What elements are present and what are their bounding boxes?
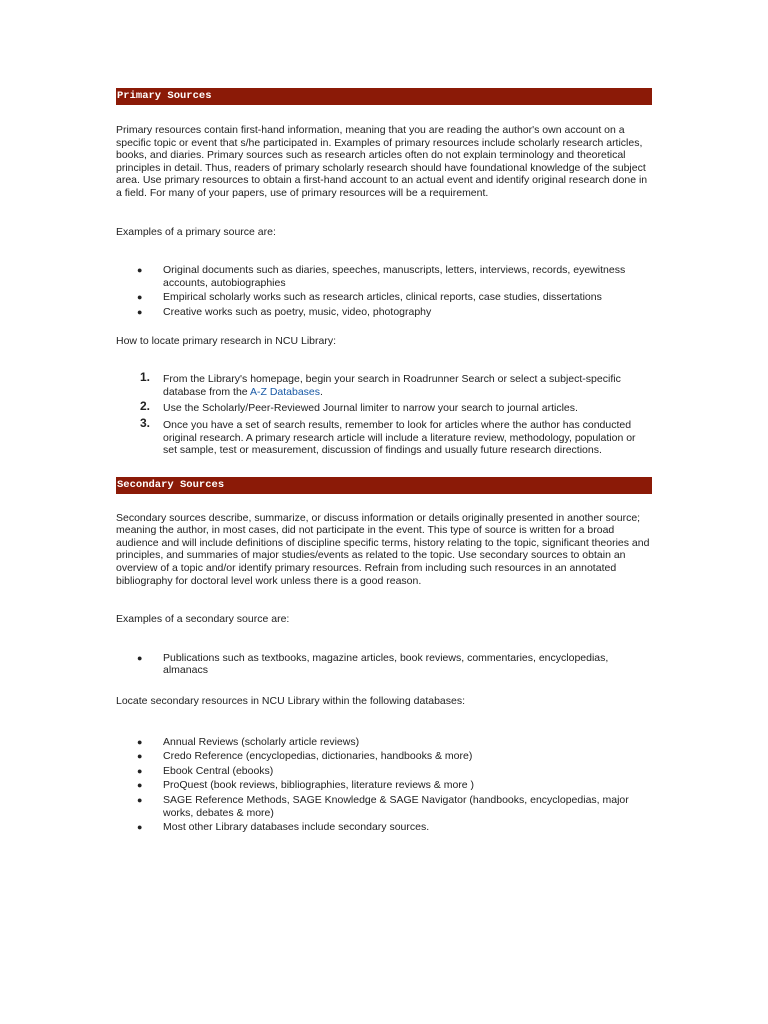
list-item: ● Most other Library databases include secondary sources. — [137, 821, 430, 834]
secondary-sources-heading: Secondary Sources — [116, 477, 652, 494]
bullet-icon: ● — [137, 822, 143, 833]
bullet-icon: ● — [137, 765, 143, 776]
bullet-icon: ● — [137, 306, 143, 317]
list-item: 2. Use the Scholarly/Peer-Reviewed Journal limiter to narrow your search to journal articles. — [140, 399, 578, 415]
primary-examples-intro: Examples of a primary source are: — [116, 225, 276, 238]
list-item: ● Annual Reviews (scholarly article reviews) — [137, 735, 360, 748]
bullet-icon: ● — [137, 265, 143, 276]
secondary-locate-intro: Locate secondary resources in NCU Library within the following databases: — [116, 695, 466, 708]
document-page — [116, 88, 652, 834]
bullet-icon: ● — [137, 652, 143, 663]
list-item: ● Ebook Central (ebooks) — [137, 764, 274, 777]
list-item: 1. From the Library's homepage, begin your search in Roadrunner Search or select a subject-specific database from the A-Z Databases. — [140, 370, 621, 398]
bullet-icon: ● — [137, 736, 143, 747]
secondary-examples-list — [116, 652, 652, 677]
secondary-examples-intro: Examples of a secondary source are: — [116, 613, 290, 626]
primary-sources-paragraph: Primary resources contain first-hand information, meaning that you are reading the author's own account on a specific topic or event that s/he participated in. Examples of primary resources include scholarly research articles, books, and diaries. Primary sources such as research articles often do not explain terminology and theoretical principles in detail. Thus, readers of primary scholarly research should have foundational knowledge of the subject area. Use primary resources to obtain a first-hand account to an actual event and identify original research done in a field. For many of your papers, use of primary resources will be a requirement. — [116, 124, 648, 199]
primary-sources-heading: Primary Sources — [116, 88, 652, 105]
primary-locate-intro: How to locate primary research in NCU Library: — [116, 334, 336, 347]
list-item: ● SAGE Reference Methods, SAGE Knowledge & SAGE Navigator (handbooks, encyclopedias, major works, debates & more) — [137, 794, 629, 819]
list-item: 3. Once you have a set of search results, remember to look for articles where the author has conducted original research. A primary research article will include a literature review, methodology, population or set sample, test or measurement, discussion of findings and usually future research directions. — [140, 415, 636, 457]
list-item: ● ProQuest (book reviews, bibliographies, literature reviews & more ) — [137, 779, 475, 792]
list-item: ● Credo Reference (encyclopedias, dictionaries, handbooks & more) — [137, 750, 473, 763]
secondary-sources-paragraph: Secondary sources describe, summarize, or discuss information or details originally presented in another source; meaning the author, in most cases, did not participate in the event. This type of source is written for a broad audience and will include definitions of discipline specific terms, history relating to the topic, significant theories and principles, and summaries of major studies/events as related to the topic. Use secondary sources to obtain an overview of a topic and/or identify primary resources. Refrain from including such resources in an annotated bibliography for doctoral level work unless there is a good reason. — [116, 511, 650, 587]
primary-steps-list — [116, 370, 652, 457]
primary-examples-list — [116, 264, 652, 318]
list-item: ● Publications such as textbooks, magazine articles, book reviews, commentaries, encyclopedias, almanacs — [137, 651, 609, 677]
list-item: ● Creative works such as poetry, music, video, photography — [137, 305, 432, 318]
secondary-databases-list — [116, 736, 652, 834]
bullet-icon: ● — [137, 795, 143, 805]
list-item: ● Empirical scholarly works such as research articles, clinical reports, case studies, dissertations — [137, 291, 602, 304]
bullet-icon: ● — [137, 780, 143, 791]
a-z-databases-link[interactable]: A-Z Databases — [249, 385, 321, 398]
bullet-icon: ● — [137, 751, 143, 762]
list-item: ● Original documents such as diaries, speeches, manuscripts, letters, interviews, records, eyewitness accounts, autobiographies — [137, 264, 626, 289]
bullet-icon: ● — [137, 292, 143, 303]
